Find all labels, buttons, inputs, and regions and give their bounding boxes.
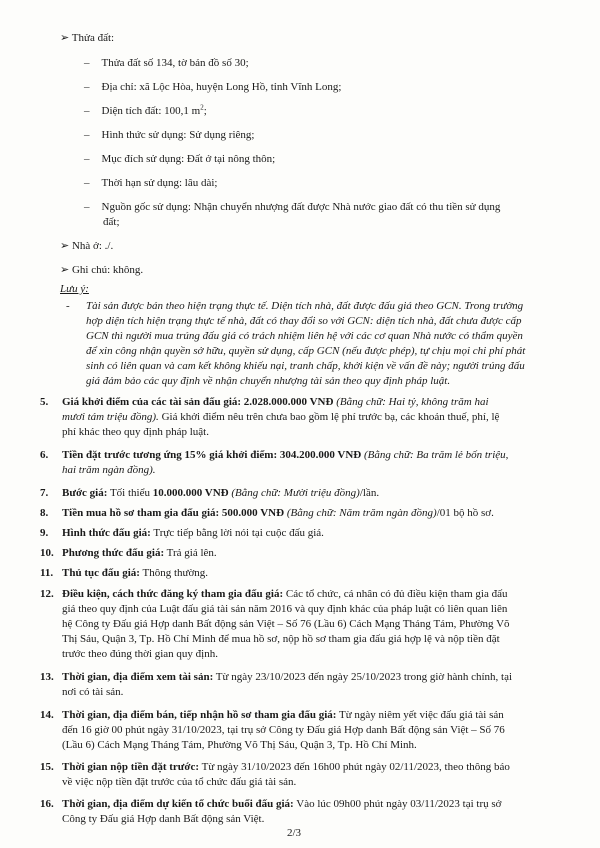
- note-bullet: -: [66, 300, 70, 312]
- section-13-line: nơi có tài sản.: [62, 686, 124, 698]
- section-14-line: (Lầu 6) Cách Mạng Tháng Tám, Phường Võ Thị Sáu, Quận 3, Tp. Hồ Chí Minh.: [62, 739, 417, 751]
- section-14-line: Thời gian, địa điểm bán, tiếp nhận hồ sơ tham gia đấu giá: Từ ngày niêm yết việc đấu giá tài sản: [62, 709, 504, 721]
- land-item: – Thửa đất số 134, tờ bản đồ số 30;: [84, 57, 249, 69]
- section-number: 6.: [40, 449, 49, 461]
- section-number: 15.: [40, 761, 54, 773]
- land-heading: ➢ Thửa đất:: [60, 32, 115, 44]
- page-number: 2/3: [287, 827, 302, 839]
- section-16-line: Công ty Đấu giá Hợp danh Bất động sản Việt.: [62, 813, 265, 825]
- section-number: 7.: [40, 487, 49, 499]
- section-5-line: phí khác theo quy định pháp luật.: [62, 426, 209, 438]
- section-8-line: Tiền mua hồ sơ tham gia đấu giá: 500.000 VNĐ (Bằng chữ: Năm trăm ngàn đồng)/01 bộ hồ sơ.: [62, 507, 494, 519]
- house-line: ➢ Nhà ở: ./.: [60, 240, 114, 252]
- land-item: – Diện tích đất: 100,1 $m^2$;: [84, 103, 207, 117]
- section-number: 12.: [40, 588, 54, 600]
- note-title: Lưu ý:: [60, 283, 89, 295]
- arrow-bullet-icon: ➢: [60, 32, 72, 44]
- section-12-line: Điều kiện, cách thức đăng ký tham gia đấu giá: Các tổ chức, cá nhân có đủ điều kiện tham gia đấu: [62, 588, 508, 600]
- section-number: 11.: [40, 567, 54, 579]
- note-line: để xin công nhận quyền sở hữu, quyền sử dụng, cấp GCN (nếu được phép), tự chịu mọi chi phí phát: [86, 345, 526, 357]
- section-6-line: hai trăm ngàn đồng).: [62, 464, 156, 476]
- land-item: – Thời hạn sử dụng: lâu dài;: [84, 177, 218, 189]
- note-line: Tài sản được bán theo hiện trạng thực tế. Diện tích nhà, đất được đấu giá theo GCN. Trong trường: [86, 300, 524, 312]
- section-number: 5.: [40, 396, 49, 408]
- section-10-line: Phương thức đấu giá: Trả giá lên.: [62, 547, 217, 559]
- note-line: ➢ Ghi chú: không.: [60, 264, 144, 276]
- note-line: GCN thì người mua trúng đấu giá có trách nhiệm liên hệ với các cơ quan Nhà nước có thẩm quyền: [86, 330, 523, 342]
- section-number: 13.: [40, 671, 54, 683]
- section-6-line: Tiền đặt trước tương ứng 15% giá khởi điểm: 304.200.000 VNĐ (Bằng chữ: Ba trăm lẻ bốn triệu,: [62, 449, 509, 461]
- note-line: sinh có liên quan và cam kết không khiếu nại, tranh chấp, khởi kiện về vấn đề này; người trúng đấu: [86, 360, 525, 372]
- note-line: giá đảm bảo các quy định về nhận chuyển nhượng tài sản theo quy định pháp luật.: [86, 375, 451, 387]
- section-15-line: về việc nộp tiền đặt trước của tổ chức đấu giá tài sản.: [62, 776, 297, 788]
- section-9-line: Hình thức đấu giá: Trực tiếp bằng lời nói tại cuộc đấu giá.: [62, 527, 324, 539]
- arrow-bullet-icon: ➢: [60, 264, 72, 276]
- land-item: – Hình thức sử dụng: Sử dụng riêng;: [84, 129, 255, 141]
- arrow-bullet-icon: ➢: [60, 240, 72, 252]
- section-number: 9.: [40, 527, 49, 539]
- section-12-line: trước theo đúng thời gian quy định.: [62, 648, 218, 660]
- section-number: 8.: [40, 507, 49, 519]
- section-14-line: đến 16 giờ 00 phút ngày 31/10/2023, tại trụ sở Công ty Đấu giá Hợp danh Bất động sản Việt – Số 76: [62, 724, 505, 736]
- land-item: – Mục đích sử dụng: Đất ở tại nông thôn;: [84, 153, 276, 165]
- land-item-continued: đất;: [103, 216, 120, 228]
- section-number: 16.: [40, 798, 54, 810]
- note-line: hợp diện tích hiện trạng thực tế nhà, đất có thay đổi so với GCN: diện tích nhà, đất chưa được cấp: [86, 315, 522, 327]
- section-5-line: mươi tám triệu đồng). Giá khởi điểm nêu trên chưa bao gồm lệ phí trước bạ, các khoản thuế, phí, lệ: [62, 411, 500, 423]
- land-item: – Nguồn gốc sử dụng: Nhận chuyển nhượng đất được Nhà nước giao đất có thu tiền sử dụng: [84, 201, 501, 213]
- section-12-line: hệ Công ty Đấu giá Hợp danh Bất động sản Việt – Số 76 (Lầu 6) Cách Mạng Tháng Tám, Phường Võ: [62, 618, 510, 630]
- section-13-line: Thời gian, địa điểm xem tài sản: Từ ngày 23/10/2023 đến ngày 25/10/2023 trong giờ hành chính, tại: [62, 671, 513, 683]
- section-5-line: Giá khởi điểm của các tài sản đấu giá: 2.028.000.000 VNĐ (Bằng chữ: Hai tỷ, không trăm hai: [62, 396, 489, 408]
- section-12-line: giá theo quy định của Luật đấu giá tài sản năm 2016 và quy định khác của pháp luật có liên quan liên: [62, 603, 508, 615]
- section-number: 10.: [40, 547, 54, 559]
- section-12-line: Thị Sáu, Quận 3, Tp. Hồ Chí Minh để mua hồ sơ, nộp hồ sơ tham gia đấu giá hợp lệ và nộp tiền đặt: [62, 633, 500, 645]
- section-7-line: Bước giá: Tối thiểu 10.000.000 VNĐ (Bằng chữ: Mười triệu đồng)/lần.: [62, 487, 380, 499]
- section-16-line: Thời gian, địa điểm dự kiến tổ chức buổi đấu giá: Vào lúc 09h00 phút ngày 03/11/2023 tại trụ sở: [62, 798, 502, 810]
- section-number: 14.: [40, 709, 54, 721]
- section-15-line: Thời gian nộp tiền đặt trước: Từ ngày 31/10/2023 đến 16h00 phút ngày 02/11/2023, theo thông báo: [62, 761, 510, 773]
- section-11-line: Thủ tục đấu giá: Thông thường.: [62, 567, 209, 579]
- land-item: – Địa chỉ: xã Lộc Hòa, huyện Long Hồ, tỉnh Vĩnh Long;: [84, 81, 342, 93]
